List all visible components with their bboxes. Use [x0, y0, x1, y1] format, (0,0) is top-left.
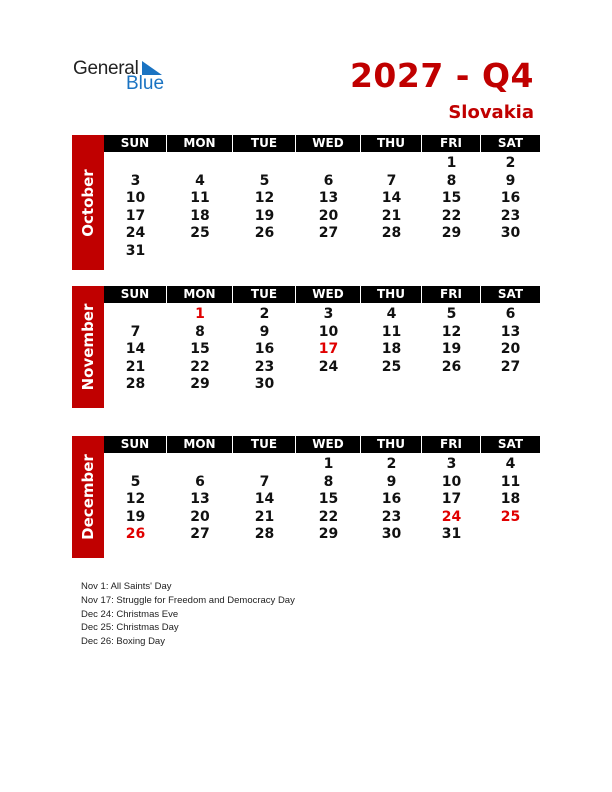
- empty-cell: [361, 376, 422, 394]
- day-cell: 21: [125, 358, 146, 375]
- day-cell: 14: [381, 190, 402, 206]
- day-cell: 28: [381, 225, 402, 241]
- day-cell: 9: [259, 323, 270, 340]
- empty-cell: [296, 155, 361, 173]
- day-cell: 12: [254, 190, 275, 206]
- page-title: 2027 - Q4: [349, 56, 534, 95]
- day-cell: 16: [254, 341, 275, 357]
- day-grid: [104, 306, 540, 394]
- weekday-tue: TUE: [233, 135, 296, 152]
- day-cell: 22: [441, 207, 462, 224]
- empty-cell: [233, 243, 296, 261]
- weekday-thu: THU: [361, 436, 422, 453]
- week-row: [104, 225, 540, 243]
- day-cell: 4: [195, 172, 205, 189]
- week-row: [104, 243, 540, 261]
- weekday-tue: TUE: [233, 286, 296, 303]
- holiday-item: Dec 26: Boxing Day: [81, 636, 165, 648]
- day-cell: 20: [500, 341, 521, 357]
- week-row: [104, 456, 540, 474]
- week-row: [104, 306, 540, 324]
- day-cell: 17: [125, 207, 146, 224]
- weekday-sat: SAT: [481, 135, 540, 152]
- generalblue-logo: [73, 58, 173, 98]
- day-cell: 25: [190, 225, 210, 241]
- empty-cell: [167, 456, 233, 474]
- day-cell: 24: [318, 358, 339, 375]
- holiday-list: [81, 580, 295, 649]
- holiday-day-cell: 26: [125, 526, 146, 542]
- day-cell: 29: [441, 225, 462, 241]
- day-cell: 31: [125, 242, 146, 259]
- empty-cell: [296, 376, 361, 394]
- weekday-mon: MON: [167, 286, 233, 303]
- day-cell: 10: [441, 473, 462, 490]
- country-name: Slovakia: [448, 102, 534, 123]
- day-cell: 6: [505, 306, 516, 322]
- day-cell: 27: [500, 358, 521, 375]
- week-row: [104, 341, 540, 359]
- day-cell: 14: [254, 491, 275, 507]
- week-row: [104, 155, 540, 173]
- week-row: [104, 376, 540, 394]
- day-cell: 2: [505, 155, 516, 171]
- weekday-mon: MON: [167, 436, 233, 453]
- day-cell: 10: [125, 190, 146, 206]
- week-row: [104, 324, 540, 342]
- weekday-sun: SUN: [104, 135, 167, 152]
- weekday-fri: FRI: [422, 135, 481, 152]
- week-row: [104, 190, 540, 208]
- week-row: [104, 509, 540, 527]
- day-grid: [104, 155, 540, 260]
- holiday-day-cell: 1: [195, 306, 205, 322]
- holiday-day-cell: 24: [441, 508, 462, 525]
- week-row: [104, 491, 540, 509]
- day-cell: 20: [190, 508, 210, 525]
- day-cell: 13: [318, 190, 339, 206]
- day-cell: 10: [318, 323, 339, 340]
- holiday-item: Dec 24: Christmas Eve: [81, 608, 179, 620]
- month-label: [72, 436, 104, 558]
- day-cell: 30: [381, 526, 402, 542]
- holiday-item: Dec 25: Christmas Day: [81, 622, 179, 634]
- week-row: [104, 474, 540, 492]
- day-cell: 24: [125, 225, 146, 241]
- month-name: December: [79, 454, 97, 540]
- holiday-day-cell: 17: [318, 341, 339, 357]
- day-cell: 18: [190, 207, 210, 224]
- empty-cell: [481, 526, 540, 544]
- day-cell: 7: [259, 473, 270, 490]
- weekday-fri: FRI: [422, 286, 481, 303]
- weekday-sat: SAT: [481, 436, 540, 453]
- day-cell: 27: [318, 225, 339, 241]
- month-label: [72, 286, 104, 408]
- day-cell: 18: [500, 491, 521, 507]
- day-cell: 16: [500, 190, 521, 206]
- weekday-header: [104, 286, 540, 303]
- empty-cell: [104, 456, 167, 474]
- holiday-item: Nov 17: Struggle for Freedom and Democracy Day: [81, 594, 295, 606]
- month-name: October: [79, 168, 97, 237]
- empty-cell: [296, 243, 361, 261]
- day-cell: 15: [318, 491, 339, 507]
- day-cell: 15: [190, 341, 210, 357]
- empty-cell: [167, 155, 233, 173]
- day-cell: 11: [190, 190, 210, 206]
- week-row: [104, 359, 540, 377]
- day-cell: 20: [318, 207, 339, 224]
- day-cell: 11: [381, 323, 402, 340]
- day-cell: 11: [500, 473, 521, 490]
- day-cell: 9: [386, 473, 397, 490]
- day-cell: 8: [446, 172, 457, 189]
- day-cell: 2: [386, 456, 397, 472]
- day-cell: 4: [386, 306, 397, 322]
- empty-cell: [422, 376, 481, 394]
- day-cell: 29: [190, 376, 210, 392]
- day-cell: 25: [381, 358, 402, 375]
- weekday-wed: WED: [296, 436, 361, 453]
- day-cell: 12: [441, 323, 462, 340]
- weekday-fri: FRI: [422, 436, 481, 453]
- weekday-sun: SUN: [104, 286, 167, 303]
- day-cell: 12: [125, 491, 146, 507]
- day-cell: 14: [125, 341, 146, 357]
- day-cell: 7: [130, 323, 141, 340]
- empty-cell: [361, 243, 422, 261]
- week-row: [104, 173, 540, 191]
- day-cell: 18: [381, 341, 402, 357]
- day-cell: 23: [381, 508, 402, 525]
- day-cell: 26: [254, 225, 275, 241]
- holiday-day-cell: 25: [500, 508, 521, 525]
- day-cell: 21: [254, 508, 275, 525]
- weekday-wed: WED: [296, 286, 361, 303]
- day-cell: 26: [441, 358, 462, 375]
- day-cell: 2: [259, 306, 270, 322]
- day-cell: 19: [441, 341, 462, 357]
- month-label: [72, 135, 104, 270]
- empty-cell: [481, 243, 540, 261]
- day-cell: 28: [254, 526, 275, 542]
- day-cell: 30: [500, 225, 521, 241]
- day-cell: 29: [318, 526, 339, 542]
- week-row: [104, 208, 540, 226]
- day-cell: 22: [318, 508, 339, 525]
- weekday-sat: SAT: [481, 286, 540, 303]
- empty-cell: [481, 376, 540, 394]
- day-cell: 30: [254, 376, 275, 392]
- day-cell: 31: [441, 526, 462, 542]
- day-cell: 8: [323, 473, 334, 490]
- empty-cell: [233, 155, 296, 173]
- week-row: [104, 526, 540, 544]
- day-cell: 23: [500, 207, 521, 224]
- empty-cell: [167, 243, 233, 261]
- weekday-thu: THU: [361, 286, 422, 303]
- day-cell: 7: [386, 172, 397, 189]
- day-cell: 8: [195, 323, 205, 340]
- empty-cell: [233, 456, 296, 474]
- weekday-sun: SUN: [104, 436, 167, 453]
- day-cell: 28: [125, 376, 146, 392]
- day-cell: 3: [323, 306, 334, 322]
- logo-text-general: General: [73, 58, 139, 79]
- day-cell: 22: [190, 358, 210, 375]
- empty-cell: [104, 306, 167, 324]
- empty-cell: [422, 243, 481, 261]
- day-cell: 17: [441, 491, 462, 507]
- day-cell: 27: [190, 526, 210, 542]
- day-cell: 19: [125, 508, 146, 525]
- day-cell: 1: [446, 155, 457, 171]
- day-cell: 9: [505, 172, 516, 189]
- day-cell: 19: [254, 207, 275, 224]
- weekday-wed: WED: [296, 135, 361, 152]
- day-cell: 13: [500, 323, 521, 340]
- day-cell: 15: [441, 190, 462, 206]
- day-cell: 16: [381, 491, 402, 507]
- weekday-thu: THU: [361, 135, 422, 152]
- day-cell: 6: [323, 172, 334, 189]
- day-cell: 1: [323, 456, 334, 472]
- day-cell: 23: [254, 358, 275, 375]
- day-cell: 5: [446, 306, 457, 322]
- day-grid: [104, 456, 540, 544]
- weekday-tue: TUE: [233, 436, 296, 453]
- day-cell: 13: [190, 491, 210, 507]
- day-cell: 3: [130, 172, 141, 189]
- day-cell: 5: [259, 172, 270, 189]
- month-name: November: [79, 303, 97, 391]
- weekday-header: [104, 135, 540, 152]
- weekday-mon: MON: [167, 135, 233, 152]
- weekday-header: [104, 436, 540, 453]
- holiday-item: Nov 1: All Saints' Day: [81, 581, 172, 592]
- day-cell: 3: [446, 456, 457, 472]
- empty-cell: [104, 155, 167, 173]
- day-cell: 4: [505, 456, 516, 472]
- day-cell: 5: [130, 473, 141, 490]
- empty-cell: [361, 155, 422, 173]
- logo-text-blue: Blue: [126, 73, 165, 94]
- day-cell: 21: [381, 207, 402, 224]
- day-cell: 6: [195, 473, 205, 490]
